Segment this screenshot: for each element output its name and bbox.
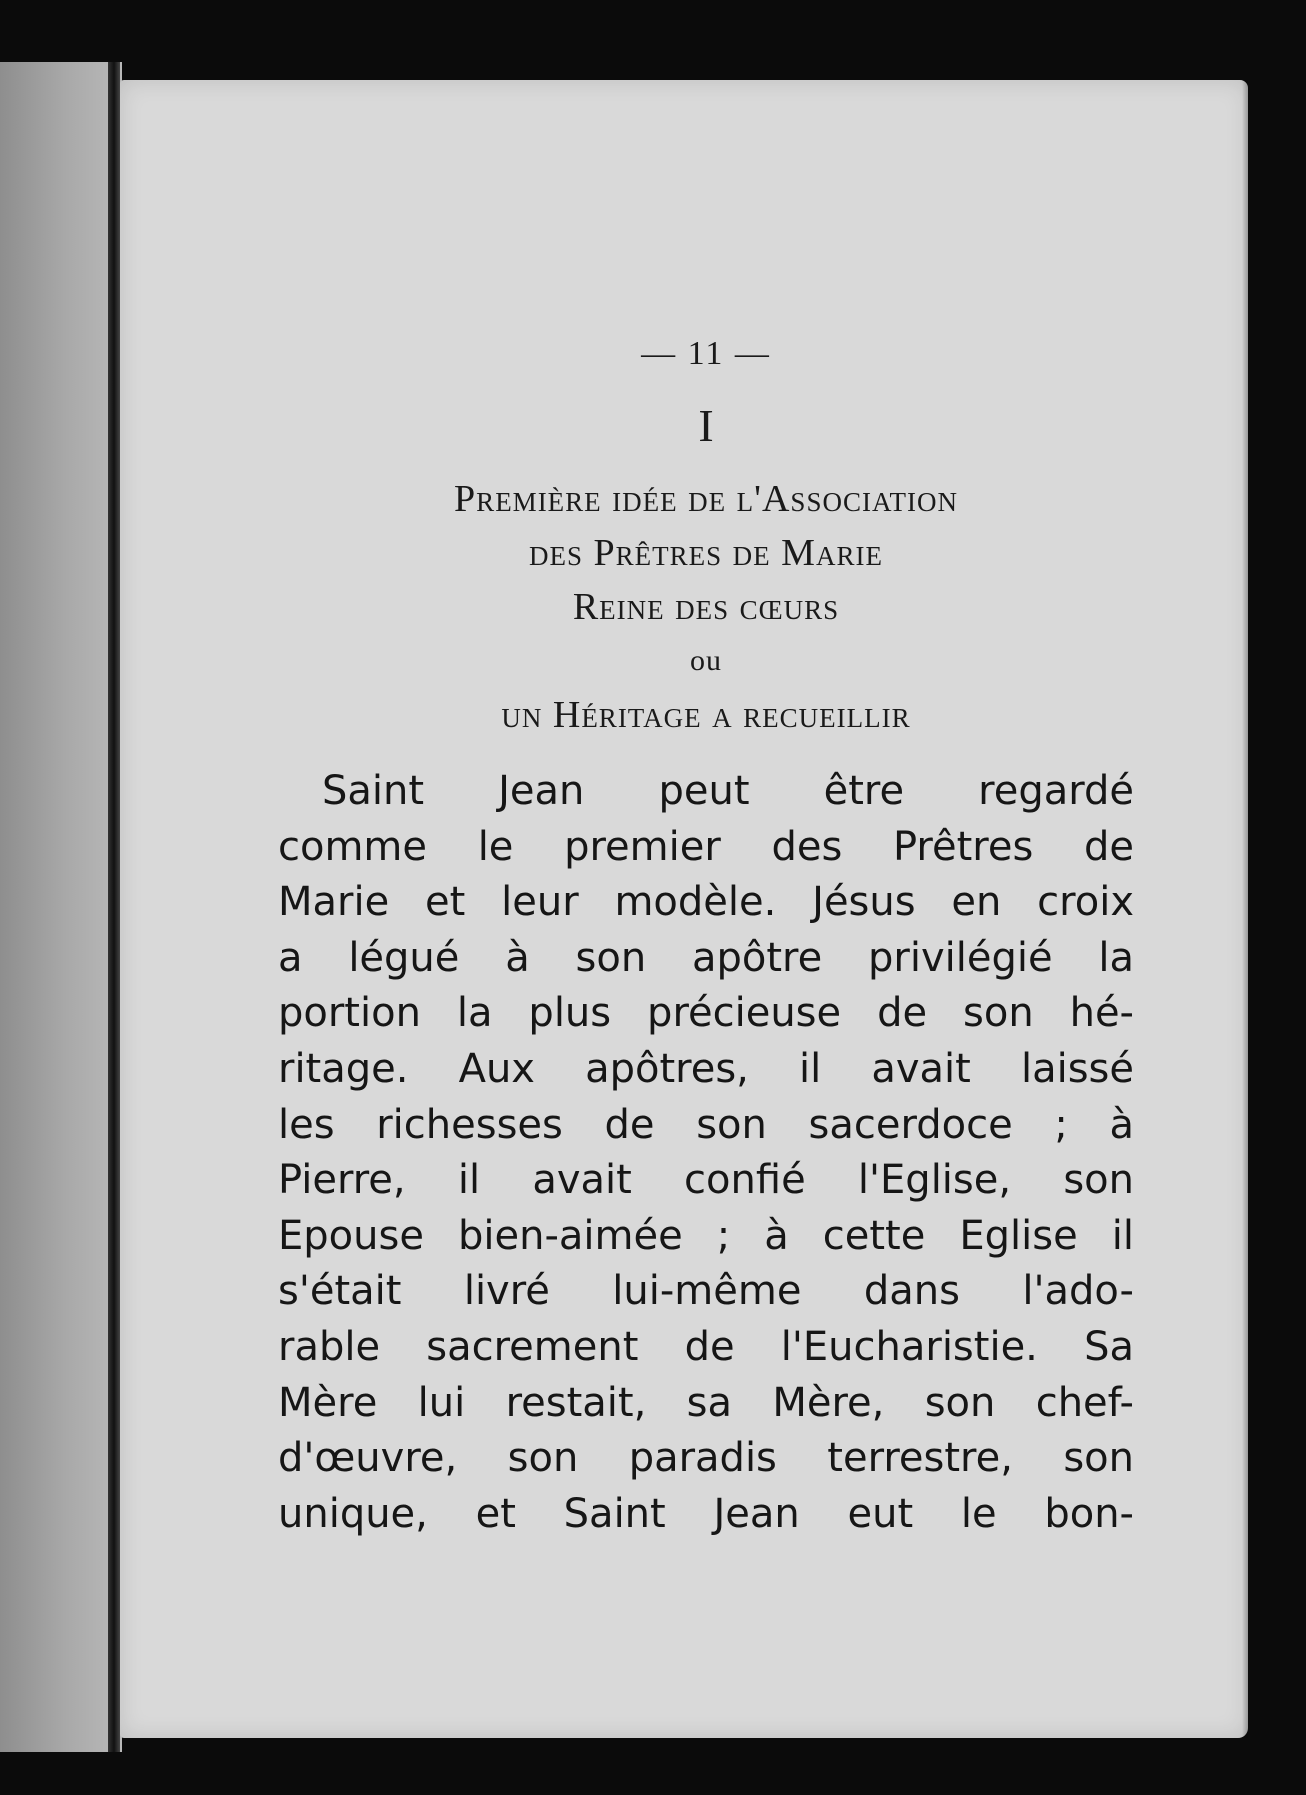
text-line: Epouse bien-aimée ; à cette Eglise il	[278, 1212, 1134, 1259]
text-line: portion la plus précieuse de son hé-	[278, 990, 1134, 1037]
facing-page-edge	[0, 62, 122, 1752]
page-content	[278, 262, 1134, 1542]
text-line: Pierre, il avait confié l'Eglise, son	[278, 1157, 1134, 1204]
heading-line: un Héritage a recueillir	[501, 694, 911, 736]
page-number: — 11 —	[641, 335, 771, 372]
heading-line: des Prêtres de Marie	[529, 532, 883, 574]
text-line: Mère lui restait, sa Mère, son chef-	[278, 1379, 1134, 1426]
text-line: comme le premier des Prêtres de	[278, 823, 1134, 870]
section-number: I	[698, 400, 714, 451]
text-line: s'était livré lui-même dans l'ado-	[278, 1268, 1134, 1315]
heading-line: ou	[690, 644, 722, 677]
heading-line: Reine des cœurs	[572, 586, 840, 628]
heading-line: Première idée de l'Association	[454, 478, 958, 520]
book-page	[120, 80, 1248, 1738]
text-line: unique, et Saint Jean eut le bon-	[278, 1490, 1134, 1537]
text-line: rable sacrement de l'Eucharistie. Sa	[278, 1323, 1134, 1370]
book-spine	[108, 62, 120, 1752]
chapter-heading	[278, 472, 1134, 742]
text-line: Saint Jean peut être regardé	[322, 768, 1134, 814]
text-line: les richesses de son sacerdoce ; à	[278, 1101, 1134, 1148]
body-text	[278, 764, 1134, 1542]
text-line: d'œuvre, son paradis terrestre, son	[278, 1435, 1134, 1482]
text-line: ritage. Aux apôtres, il avait laissé	[278, 1045, 1134, 1092]
text-line: a légué à son apôtre privilégié la	[278, 934, 1134, 981]
text-line: Marie et leur modèle. Jésus en croix	[278, 879, 1134, 926]
